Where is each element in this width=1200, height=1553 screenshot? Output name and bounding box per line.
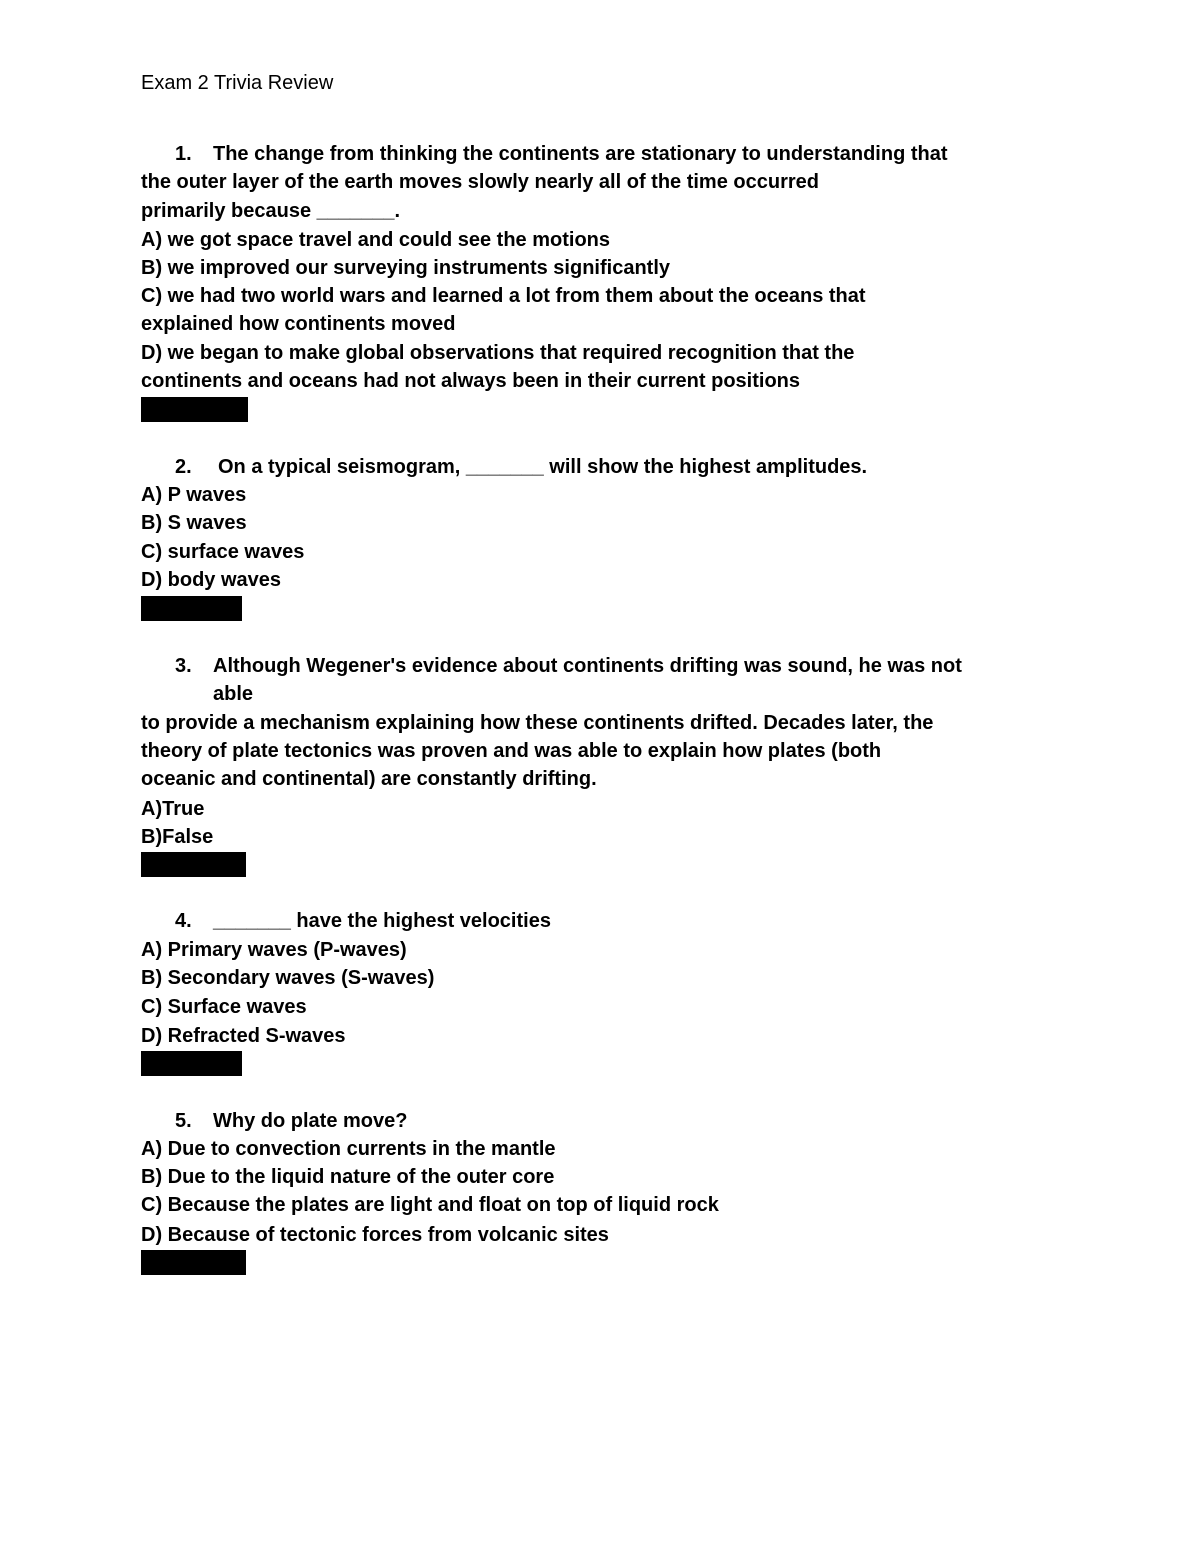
question-1-stem-line-3: primarily because _______. xyxy=(141,200,401,222)
question-3-stem-line-3: to provide a mechanism explaining how these continents drifted. Decades later, the xyxy=(141,712,934,734)
question-2-option-d: D) body waves xyxy=(141,569,282,591)
question-5-stem-text: Why do plate move? xyxy=(213,1110,408,1132)
question-5-answer-redaction xyxy=(141,1250,246,1275)
question-5-option-d: D) Because of tectonic forces from volcanic sites xyxy=(141,1224,609,1246)
question-1-answer-redaction xyxy=(141,397,248,422)
question-5-number: 5. xyxy=(175,1110,192,1132)
question-3-stem-line-2: able xyxy=(213,683,254,705)
question-5-option-b: B) Due to the liquid nature of the outer core xyxy=(141,1166,555,1188)
question-2-stem-text: On a typical seismogram, _______ will show the highest amplitudes. xyxy=(218,456,868,478)
document-title: Exam 2 Trivia Review xyxy=(141,72,334,94)
question-2-answer-redaction xyxy=(141,596,242,621)
question-1-number: 1. xyxy=(175,143,192,165)
question-3-answer-redaction xyxy=(141,852,246,877)
question-1-stem-line-1 xyxy=(175,141,948,167)
question-3-stem-text: Although Wegener's evidence about continents drifting was sound, he was not xyxy=(213,655,962,677)
question-1-option-d: D) we began to make global observations that required recognition that the xyxy=(141,342,855,364)
question-3-option-a: A)True xyxy=(141,798,205,820)
question-5-stem-line-1 xyxy=(175,1108,407,1134)
question-4-number: 4. xyxy=(175,910,192,932)
question-2-option-b: B) S waves xyxy=(141,512,247,534)
question-1-stem-text: The change from thinking the continents are stationary to understanding that xyxy=(213,143,948,165)
question-3-stem-line-1 xyxy=(175,653,962,679)
question-2-option-c: C) surface waves xyxy=(141,541,305,563)
question-3-stem-line-4: theory of plate tectonics was proven and was able to explain how plates (both xyxy=(141,740,882,762)
question-2-number: 2. xyxy=(175,456,192,478)
question-4-answer-redaction xyxy=(141,1051,242,1076)
question-1-option-c: C) we had two world wars and learned a lot from them about the oceans that xyxy=(141,285,866,307)
question-4-option-b: B) Secondary waves (S-waves) xyxy=(141,967,435,989)
question-4-option-a: A) Primary waves (P-waves) xyxy=(141,939,407,961)
question-5-option-a: A) Due to convection currents in the mantle xyxy=(141,1138,556,1160)
question-3-number: 3. xyxy=(175,655,192,677)
question-4-stem-text: _______ have the highest velocities xyxy=(213,910,551,932)
question-1-option-a: A) we got space travel and could see the motions xyxy=(141,229,610,251)
question-4-option-d: D) Refracted S-waves xyxy=(141,1025,346,1047)
question-5-option-c: C) Because the plates are light and float on top of liquid rock xyxy=(141,1194,719,1216)
question-4-option-c: C) Surface waves xyxy=(141,996,307,1018)
question-1-option-c-cont: explained how continents moved xyxy=(141,313,456,335)
question-1-stem-line-2: the outer layer of the earth moves slowly nearly all of the time occurred xyxy=(141,171,819,193)
question-3-stem-line-5: oceanic and continental) are constantly drifting. xyxy=(141,768,597,790)
question-4-stem-line-1 xyxy=(175,908,551,934)
question-2-stem-line-1 xyxy=(175,454,867,480)
question-1-option-d-cont: continents and oceans had not always been in their current positions xyxy=(141,370,801,392)
question-3-option-b: B)False xyxy=(141,826,214,848)
question-1-option-b: B) we improved our surveying instruments significantly xyxy=(141,257,670,279)
question-2-option-a: A) P waves xyxy=(141,484,247,506)
